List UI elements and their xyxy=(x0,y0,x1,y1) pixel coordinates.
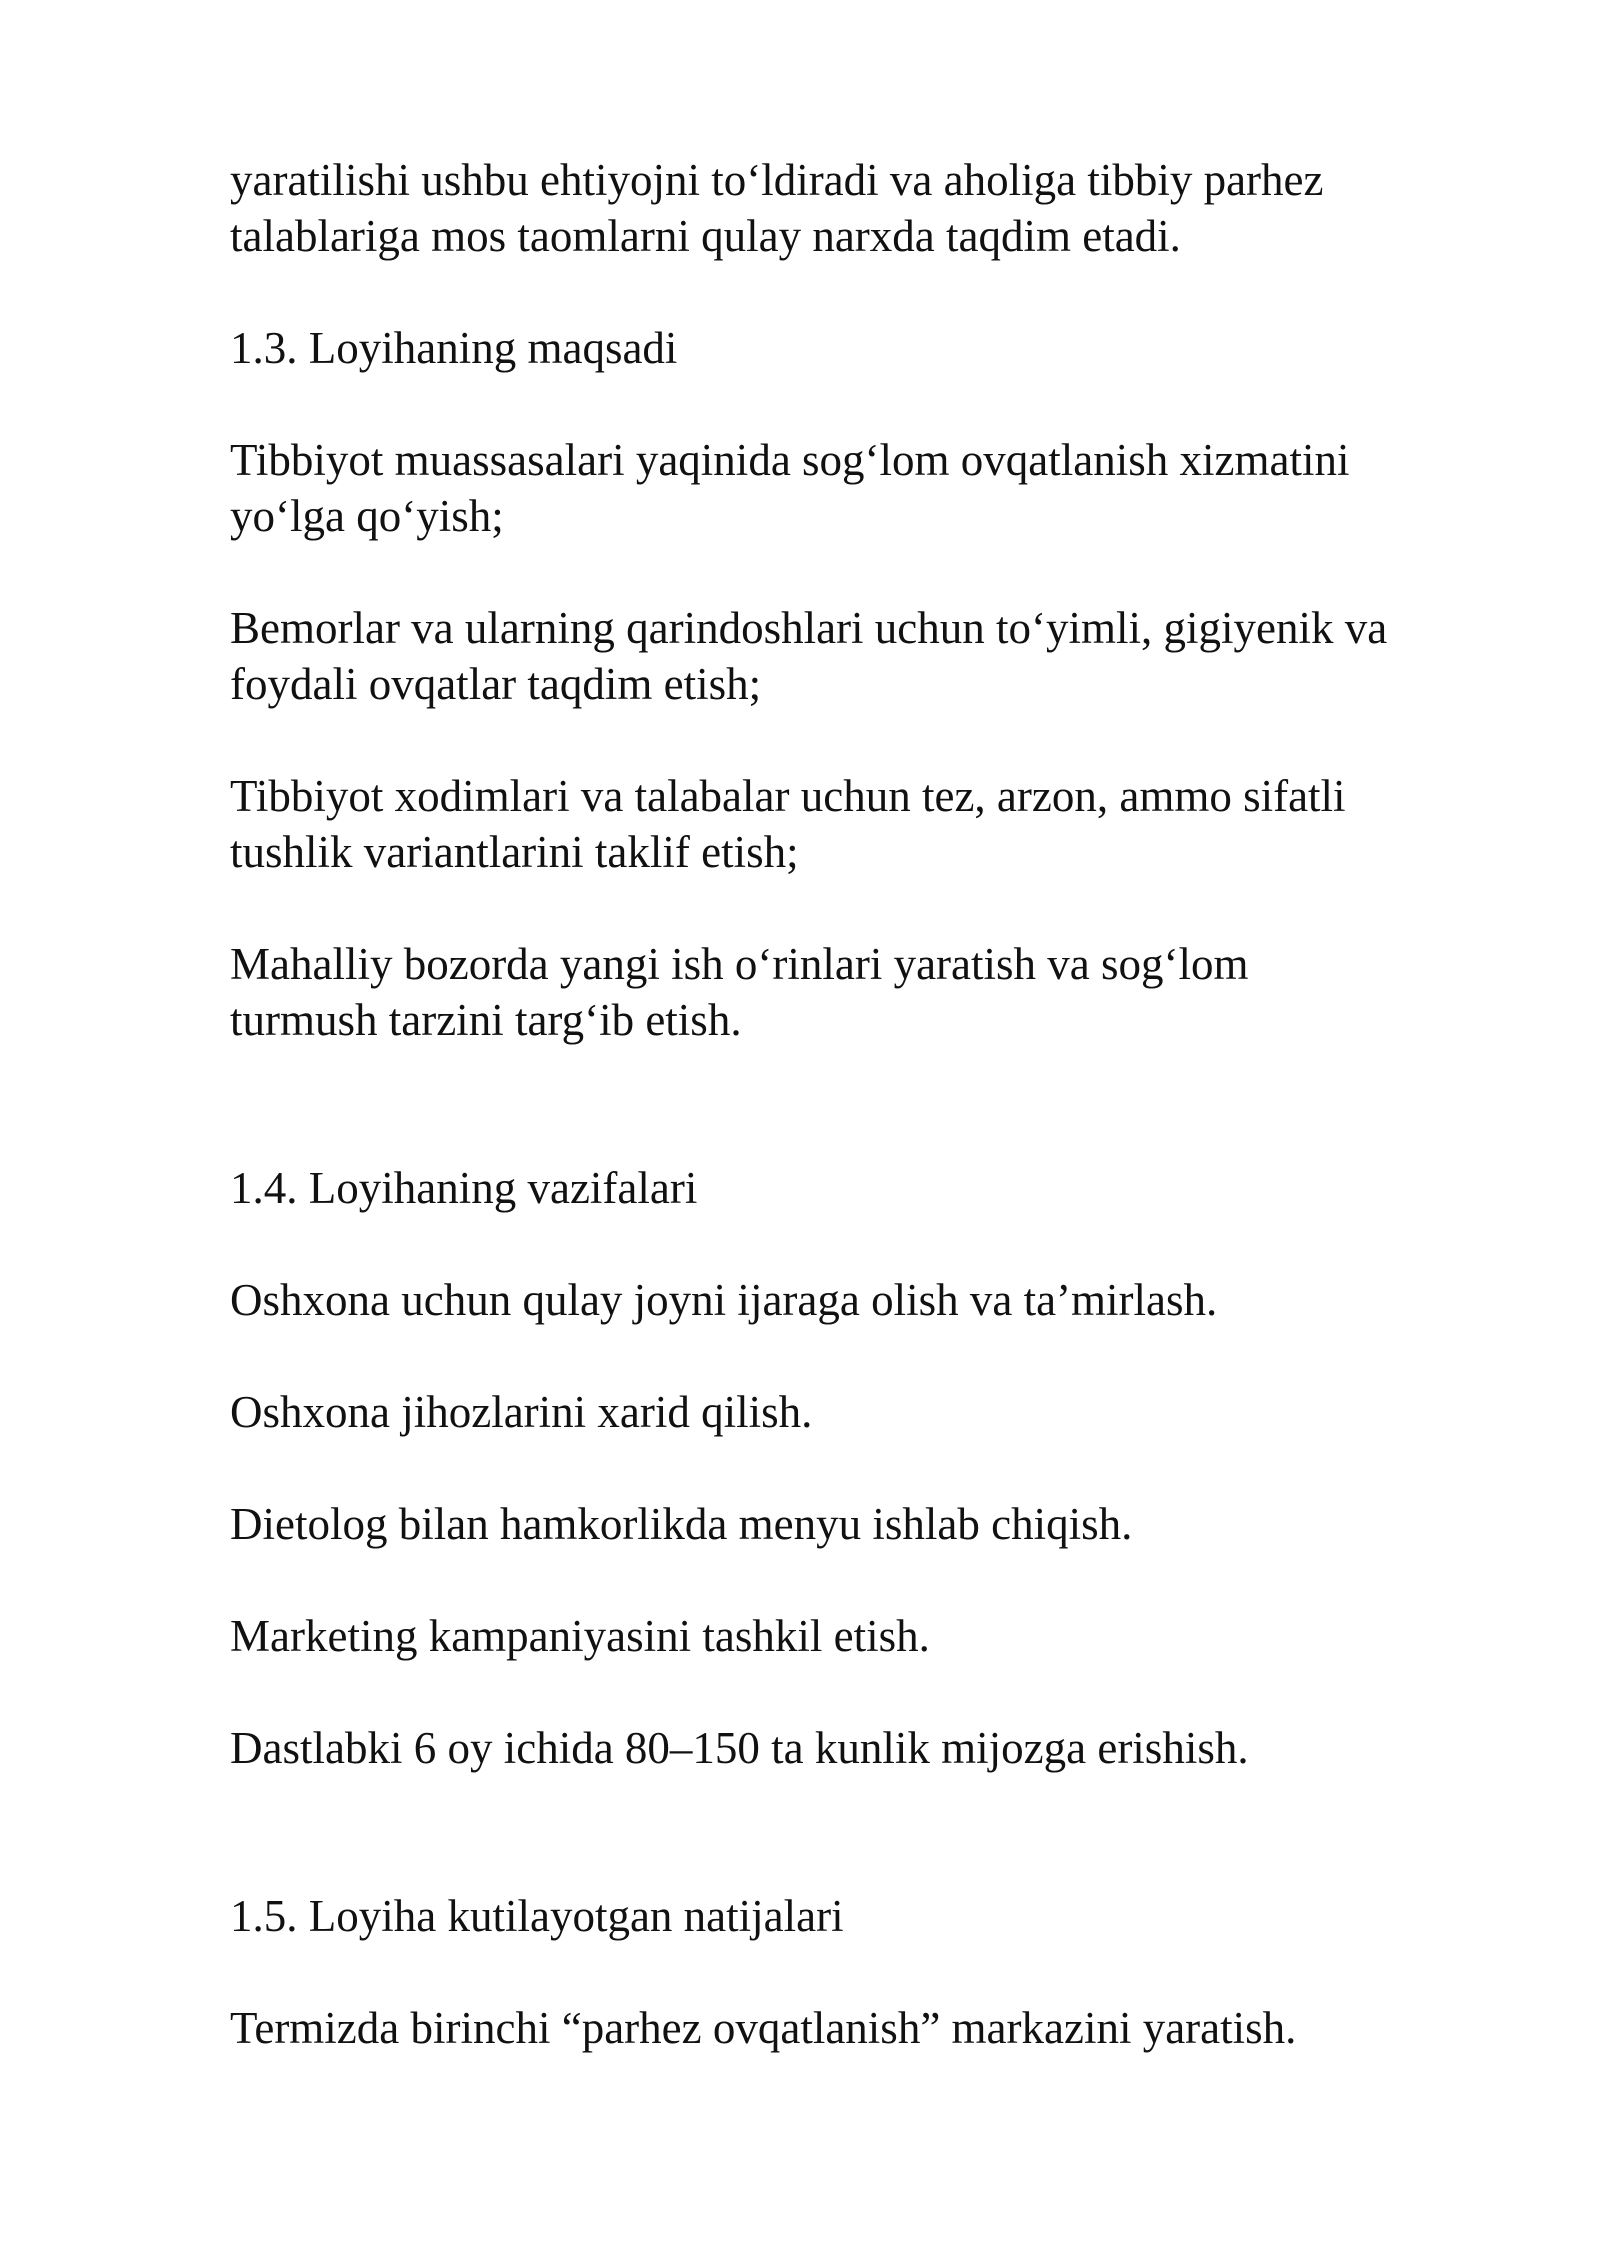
text-line: tushlik variantlarini taklif etish; xyxy=(230,827,799,877)
intro-paragraph xyxy=(230,152,1530,264)
text-line: Bemorlar va ularning qarindoshlari uchun to‘yimli, gigiyenik va xyxy=(230,603,1388,653)
text-line: yo‘lga qo‘yish; xyxy=(230,491,504,541)
section-heading-1-5: 1.5. Loyiha kutilayotgan natijalari xyxy=(230,1891,844,1941)
text-line: Tibbiyot muassasalari yaqinida sog‘lom ovqatlanish xizmatini xyxy=(230,435,1350,485)
text-line: turmush tarzini targ‘ib etish. xyxy=(230,995,742,1045)
task-item: Dastlabki 6 oy ichida 80–150 ta kunlik mijozga erishish. xyxy=(230,1723,1249,1773)
goal-item xyxy=(230,936,1530,1048)
text-line: talablariga mos taomlarni qulay narxda taqdim etadi. xyxy=(230,211,1181,261)
goal-item xyxy=(230,768,1530,880)
goal-item xyxy=(230,432,1530,544)
section-heading-1-4: 1.4. Loyihaning vazifalari xyxy=(230,1163,698,1213)
task-item: Oshxona uchun qulay joyni ijaraga olish va ta’mirlash. xyxy=(230,1275,1218,1325)
task-item: Marketing kampaniyasini tashkil etish. xyxy=(230,1611,930,1661)
task-item: Oshxona jihozlarini xarid qilish. xyxy=(230,1387,813,1437)
text-line: foydali ovqatlar taqdim etish; xyxy=(230,659,762,709)
text-line: Mahalliy bozorda yangi ish o‘rinlari yaratish va sog‘lom xyxy=(230,939,1249,989)
document-body xyxy=(230,152,1530,2112)
text-line: yaratilishi ushbu ehtiyojni to‘ldiradi va aholiga tibbiy parhez xyxy=(230,155,1324,205)
goal-item xyxy=(230,600,1530,712)
task-item: Dietolog bilan hamkorlikda menyu ishlab chiqish. xyxy=(230,1499,1133,1549)
section-heading-1-3: 1.3. Loyihaning maqsadi xyxy=(230,323,678,373)
result-item: Termizda birinchi “parhez ovqatlanish” markazini yaratish. xyxy=(230,2003,1297,2053)
text-line: Tibbiyot xodimlari va talabalar uchun tez, arzon, ammo sifatli xyxy=(230,771,1346,821)
